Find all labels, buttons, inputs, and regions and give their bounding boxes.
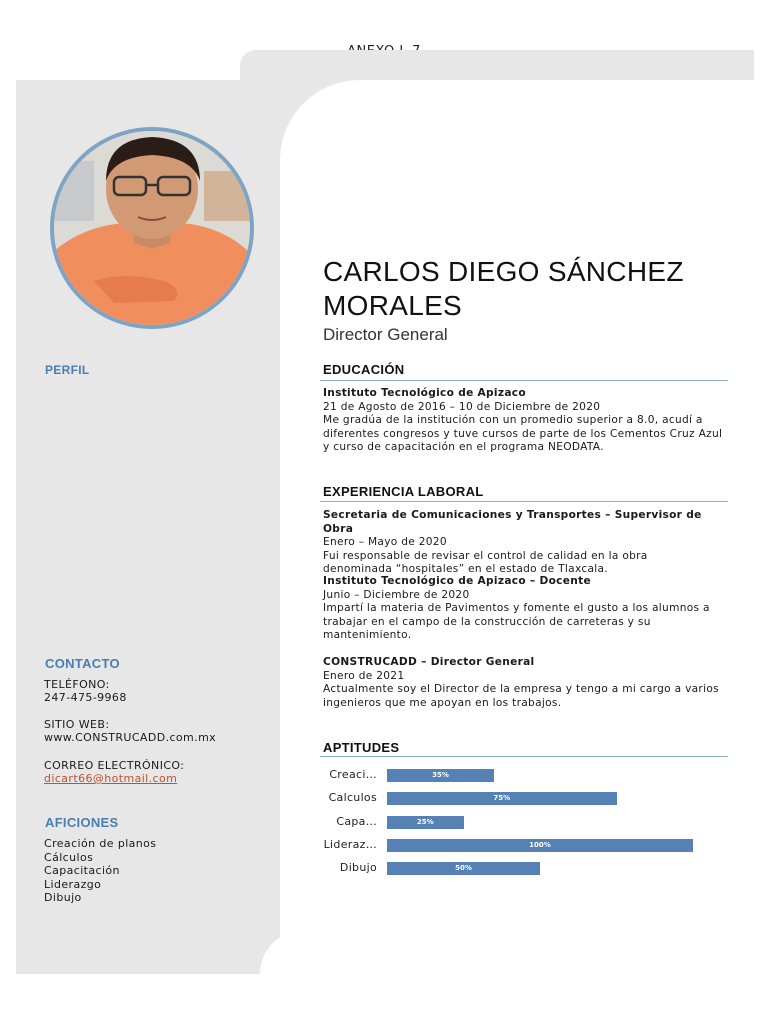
- chart-category-label: Capa…: [336, 814, 377, 828]
- perfil-heading: PERFIL: [45, 363, 90, 377]
- job-entry: [323, 509, 733, 577]
- chart-category-label: Dibujo: [339, 861, 377, 875]
- education-school: Instituto Tecnológico de Apizaco: [323, 387, 526, 399]
- job-title: Secretaria de Comunicaciones y Transportes – Supervisor de Obra: [323, 509, 702, 535]
- education-dates: 21 de Agosto de 2016 – 10 de Diciembre de 2020: [323, 400, 601, 413]
- education-divider: [320, 380, 728, 381]
- hobby-item: Capacitación: [44, 864, 120, 877]
- chart-category-label: Lideraz…: [323, 837, 377, 851]
- chart-data-label: 35%: [432, 771, 449, 779]
- experience-heading: EXPERIENCIA LABORAL: [323, 484, 484, 499]
- person-role: Director General: [323, 325, 448, 344]
- skills-divider: [320, 756, 728, 757]
- job-desc: trabajar en el campo de la construcción de carreteras y su: [323, 615, 651, 628]
- aficiones-heading: AFICIONES: [45, 815, 119, 830]
- phone-value: 247-475-9968: [44, 691, 127, 704]
- education-heading: EDUCACIÓN: [323, 362, 405, 377]
- job-desc: denominada “hospitales” en el estado de Tlaxcala.: [323, 563, 608, 575]
- website-label: SITIO WEB:: [44, 718, 110, 731]
- chart-category-label: Creaci…: [329, 768, 377, 781]
- email-link[interactable]: dicart66@hotmail.com: [44, 772, 178, 785]
- job-desc: Impartí la materia de Pavimentos y fomente el gusto a los alumnos a: [323, 602, 710, 614]
- chart-data-label: 100%: [529, 840, 551, 849]
- job-desc: mantenimiento.: [323, 629, 412, 641]
- contacto-heading: CONTACTO: [45, 656, 120, 671]
- hobby-item: Creación de planos: [44, 837, 157, 850]
- chart-data-label: 25%: [416, 817, 434, 826]
- name-line-1: CARLOS DIEGO SÁNCHEZ: [323, 256, 684, 287]
- skills-heading: APTITUDES: [323, 740, 400, 755]
- job-entry: [323, 575, 733, 643]
- hobby-item: Dibujo: [44, 891, 82, 904]
- education-desc: diferentes congresos y tuve cursos de parte de los Cementos Cruz Azul: [323, 427, 723, 440]
- chart-data-label: 75%: [493, 794, 511, 803]
- website-value: www.CONSTRUCADD.com.mx: [44, 731, 217, 744]
- hobby-item: Liderazgo: [44, 877, 102, 891]
- job-desc: Fui responsable de revisar el control de calidad en la obra: [323, 549, 648, 562]
- education-desc: Me gradúa de la institución con un promedio superior a 8.0, acudí a: [323, 414, 703, 426]
- job-title: Instituto Tecnológico de Apizaco – Docente: [323, 575, 591, 587]
- job-dates: Junio – Diciembre de 2020: [323, 588, 470, 601]
- job-title: CONSTRUCADD – Director General: [323, 656, 535, 668]
- name-line-2: MORALES: [323, 290, 463, 321]
- experience-divider: [320, 501, 728, 502]
- chart-category-label: Calculos: [328, 791, 377, 805]
- job-dates: Enero – Mayo de 2020: [323, 536, 447, 548]
- email-label: CORREO ELECTRÓNICO:: [44, 759, 185, 772]
- education-desc: y curso de capacitación en el programa NEODATA.: [323, 441, 604, 453]
- job-desc: ingenieros que me apoyan en los trabajos.: [323, 696, 562, 709]
- job-desc: Actualmente soy el Director de la empresa y tengo a mi cargo a varios: [323, 683, 719, 695]
- phone-label: TELÉFONO:: [44, 678, 110, 691]
- chart-data-label: 50%: [455, 864, 472, 873]
- job-dates: Enero de 2021: [323, 669, 405, 682]
- person-name: [323, 255, 743, 323]
- header-band: [240, 50, 754, 82]
- hobby-item: Cálculos: [44, 850, 94, 864]
- profile-photo: [50, 127, 254, 329]
- education-block: [323, 387, 733, 455]
- job-entry: [323, 656, 733, 710]
